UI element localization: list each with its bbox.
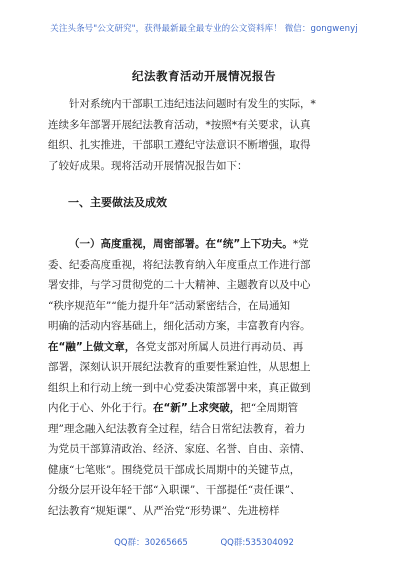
body-line [48, 337, 368, 358]
document-title: 纪法教育活动开展情况报告 [132, 69, 276, 83]
body-line: 分级分层开设年轻干部“入职课”、干部提任“责任课”、 [48, 484, 301, 496]
body-line: 理”理念融入纪法教育全过程，结合日常纪法教育，着力 [48, 422, 306, 435]
body-line [48, 398, 368, 419]
intro-line: 连续多年部署开展纪法教育活动，*按照*有关要求，认真 [48, 118, 311, 131]
intro-paragraph [48, 94, 368, 176]
body-text: *党 [292, 238, 309, 250]
body-line: 健康“七笔账”。围绕党员干部成长周期中的关键节点， [48, 463, 301, 476]
body-line: 为党员干部算清政治、经济、家庭、名誉、自由、亲情、 [48, 443, 311, 455]
intro-line: 了较好成果。现将活动开展情况报告如下： [48, 159, 248, 172]
body-paragraph [48, 234, 368, 521]
footer-qq-group-2: QQ群:535304092 [220, 538, 294, 548]
body-line: 部署，深刻认识开展纪法教育的重要性紧迫性，从思想上 [48, 361, 311, 373]
body-line: 明确的活动内容基础上，细化活动方案，丰富教育内容。 [48, 320, 311, 332]
body-line: 纪法教育“规矩课”、从严治党“形势课”、先进榜样 [48, 504, 280, 517]
header-notice: 关注头条号"公文研究"，获得最新最全最专业的公文资料库！ 微信：gongwenyj [50, 24, 358, 34]
body-text: 把“全周期管 [240, 402, 299, 414]
section-heading: 一、主要做法及成效 [68, 196, 167, 209]
body-text: 各党支部对所属人员进行再动员、再 [135, 340, 304, 353]
body-line [48, 234, 368, 255]
footer-contacts [0, 536, 408, 548]
body-line: 署安排，与学习贯彻党的二十大精神、主题教育以及中心 [48, 279, 311, 291]
body-line: 委、纪委高度重视，将纪法教育纳入年度重点工作进行部 [48, 258, 311, 271]
intro-line: 组织、扎实推进，干部职工遵纪守法意识不断增强，取得 [48, 139, 311, 151]
subheading-text: （一）高度重视，周密部署。在“统”上下功夫。 [69, 238, 293, 250]
emphasis-text: 在“融”上做文章， [48, 340, 136, 353]
body-line: “秩序规范年”“能力提升年”活动紧密结合，在局通知 [48, 299, 290, 312]
body-text: 内化于心、外化于行。 [48, 402, 153, 414]
intro-line: 针对系统内干部职工违纪违法问题时有发生的实际，* [48, 98, 316, 110]
footer-qq-group-1: QQ群：30265665 [114, 538, 188, 548]
body-line: 组织上和行动上统一到中心党委决策部署中来，真正做到 [48, 381, 311, 394]
emphasis-text: 在“新”上求突破， [153, 402, 241, 414]
